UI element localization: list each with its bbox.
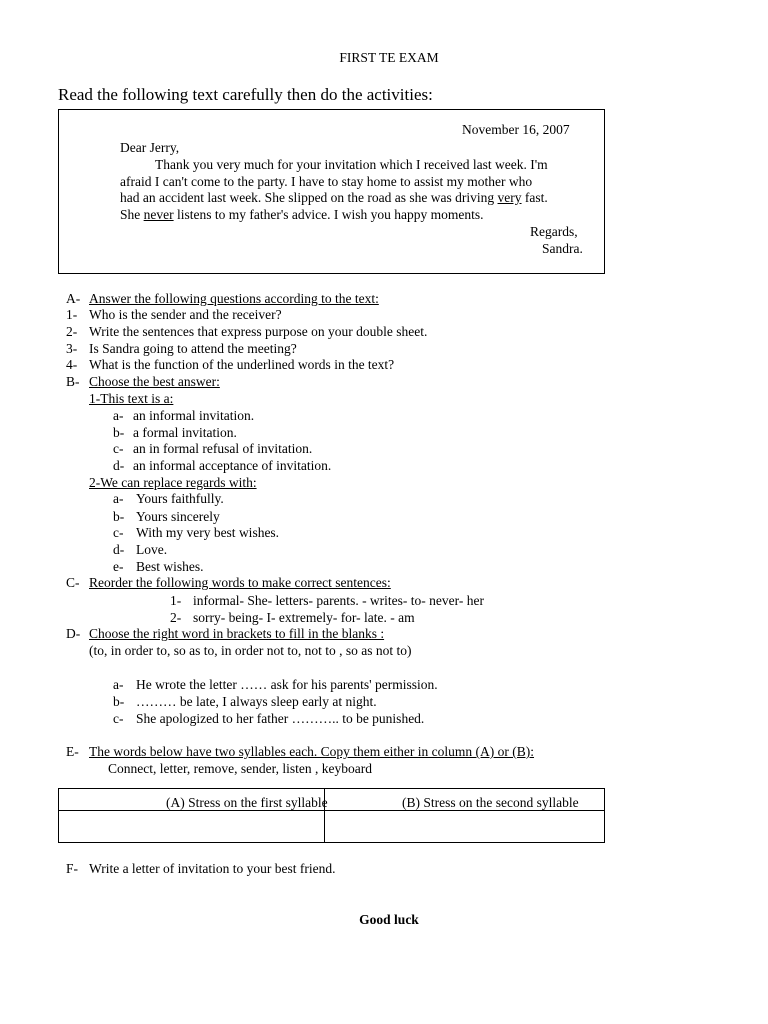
option-letter: c-	[113, 441, 124, 456]
question-1: Who is the sender and the receiver?	[89, 307, 282, 322]
reorder-number: 2-	[170, 610, 182, 625]
option-text: Love.	[136, 542, 168, 557]
question-2: Write the sentences that express purpose on your double sheet.	[89, 324, 428, 339]
question-4: What is the function of the underlined words in the text?	[89, 357, 395, 372]
blank-letter: a-	[113, 677, 124, 692]
underlined-word-very: very	[497, 190, 522, 205]
reorder-item: informal- She- letters- parents. - writes- to- never- her	[193, 593, 484, 608]
section-c-marker: C-	[66, 575, 80, 590]
section-d-heading: Choose the right word in brackets to fill in the blanks :	[89, 626, 385, 641]
letter-line-2: afraid I can't come to the party. I have to stay home to assist my mother who	[120, 174, 533, 189]
question-3: Is Sandra going to attend the meeting?	[89, 341, 297, 356]
option-text: With my very best wishes.	[136, 525, 280, 540]
option-letter: d-	[113, 458, 125, 473]
section-e-words: Connect, letter, remove, sender, listen , keyboard	[108, 761, 372, 776]
option-letter: a-	[113, 491, 124, 506]
option-text: an informal acceptance of invitation.	[133, 458, 332, 473]
option-letter: e-	[113, 559, 124, 574]
blank-sentence: ……… be late, I always sleep early at night.	[136, 694, 377, 709]
option-text: an informal invitation.	[133, 408, 255, 423]
letter-closing: Regards,	[530, 224, 578, 239]
blank-sentence: He wrote the letter …… ask for his parents' permission.	[136, 677, 438, 692]
section-e-marker: E-	[66, 744, 79, 759]
section-c-heading: Reorder the following words to make correct sentences:	[89, 575, 391, 590]
letter-greeting: Dear Jerry,	[120, 140, 180, 155]
good-luck-footer: Good luck	[359, 912, 419, 927]
blank-letter: c-	[113, 711, 124, 726]
section-b-marker: B-	[66, 374, 80, 389]
question-4-number: 4-	[66, 357, 78, 372]
letter-line-1: Thank you very much for your invitation which I received last week. I'm	[155, 157, 548, 172]
section-d-choices: (to, in order to, so as to, in order not to, not to , so as not to)	[89, 643, 412, 658]
blank-sentence: She apologized to her father ……….. to be punished.	[136, 711, 425, 726]
letter-line-4: She never listens to my father's advice. I wish you happy moments.	[120, 207, 484, 222]
exam-title: FIRST TE EXAM	[339, 50, 439, 65]
blank-letter: b-	[113, 694, 125, 709]
section-a-heading: Answer the following questions according to the text:	[89, 291, 379, 306]
option-letter: b-	[113, 509, 125, 524]
section-e-heading: The words below have two syllables each. Copy them either in column (A) or (B):	[89, 744, 535, 759]
letter-signature: Sandra.	[542, 241, 583, 256]
option-text: a formal invitation.	[133, 425, 237, 440]
option-text: Yours faithfully.	[136, 491, 224, 506]
b-question-2-prompt: 2-We can replace regards with:	[89, 475, 257, 490]
column-b-header: (B) Stress on the second syllable	[402, 795, 579, 810]
option-letter: a-	[113, 408, 124, 423]
reorder-item: sorry- being- I- extremely- for- late. - am	[193, 610, 415, 625]
option-text: Yours sincerely	[136, 509, 220, 524]
option-letter: b-	[113, 425, 125, 440]
option-text: an in formal refusal of invitation.	[133, 441, 313, 456]
reorder-number: 1-	[170, 593, 182, 608]
question-2-number: 2-	[66, 324, 78, 339]
question-3-number: 3-	[66, 341, 78, 356]
section-f-text: Write a letter of invitation to your best friend.	[89, 861, 336, 876]
instruction: Read the following text carefully then do the activities:	[58, 85, 433, 104]
option-letter: d-	[113, 542, 125, 557]
section-d-marker: D-	[66, 626, 81, 641]
option-letter: c-	[113, 525, 124, 540]
letter-line-3: had an accident last week. She slipped on the road as she was driving very fast.	[120, 190, 548, 205]
question-1-number: 1-	[66, 307, 78, 322]
section-a-marker: A-	[66, 291, 81, 306]
section-b-heading: Choose the best answer:	[89, 374, 220, 389]
b-question-1-prompt: 1-This text is a:	[89, 391, 174, 406]
section-f-marker: F-	[66, 861, 79, 876]
letter-date: November 16, 2007	[462, 122, 570, 137]
option-text: Best wishes.	[136, 559, 204, 574]
underlined-word-never: never	[143, 207, 174, 222]
column-a-header: (A) Stress on the first syllable	[166, 795, 328, 810]
